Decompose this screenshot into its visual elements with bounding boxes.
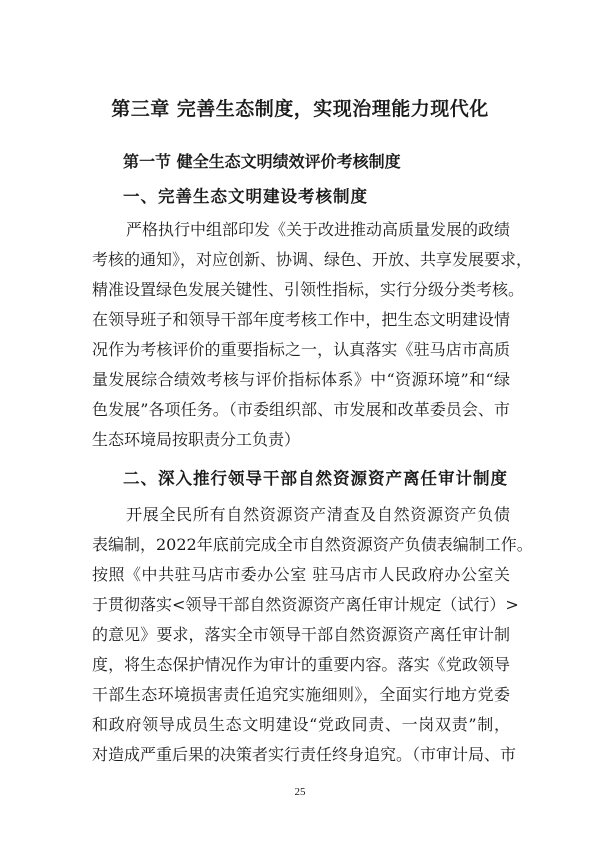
paragraph-line: 于贯彻落实<领导干部自然资源资产离任审计规定（试行）> bbox=[92, 595, 519, 614]
paragraph-1 bbox=[92, 215, 533, 455]
paragraph-line: 度，将生态保护情况作为审计的重要内容。落实《党政领导 bbox=[92, 655, 510, 674]
paragraph-line: 干部生态环境损害责任追究实施细则》，全面实行地方党委 bbox=[92, 685, 510, 704]
paragraph-line: 开展全民所有自然资源资产清查及自然资源资产负债 bbox=[126, 505, 510, 524]
paragraph-line: 按照《中共驻马店市委办公室 驻马店市人民政府办公室关 bbox=[92, 565, 510, 584]
paragraph-line: 表编制，2022年底前完成全市自然资源资产负债表编制工作。 bbox=[92, 535, 533, 554]
paragraph-line: 生态环境局按职责分工负责） bbox=[92, 430, 301, 449]
paragraph-line: 色发展”各项任务。（市委组织部、市发展和改革委员会、市 bbox=[92, 400, 510, 419]
paragraph-line: 严格执行中组部印发《关于改进推动高质量发展的政绩 bbox=[126, 220, 511, 239]
page-number: 25 bbox=[294, 786, 306, 798]
section-title: 第一节 健全生态文明绩效评价考核制度 bbox=[123, 152, 401, 171]
paragraph-line: 量发展综合绩效考核与评价指标体系》中“资源环境”和“绿 bbox=[92, 370, 510, 389]
paragraph-line: 对造成严重后果的决策者实行责任终身追究。（市审计局、市 bbox=[92, 745, 517, 764]
chapter-title: 第三章 完善生态制度，实现治理能力现代化 bbox=[111, 98, 489, 120]
paragraph-line: 的意见》要求，落实全市领导干部自然资源资产离任审计制 bbox=[92, 625, 510, 644]
paragraph-line: 况作为考核评价的重要指标之一，认真落实《驻马店市高质 bbox=[92, 340, 510, 359]
paragraph-line: 在领导班子和领导干部年度考核工作中，把生态文明建设情 bbox=[92, 310, 510, 329]
subsection-heading-2: 二、深入推行领导干部自然资源资产离任审计制度 bbox=[123, 469, 508, 488]
paragraph-2 bbox=[92, 500, 533, 770]
paragraph-line: 和政府领导成员生态文明建设“党政同责、一岗双责”制， bbox=[92, 715, 510, 734]
paragraph-line: 考核的通知》，对应创新、协调、绿色、开放、共享发展要求， bbox=[92, 250, 533, 269]
subsection-heading-1: 一、完善生态文明建设考核制度 bbox=[123, 187, 368, 206]
paragraph-line: 精准设置绿色发展关键性、引领性指标，实行分级分类考核。 bbox=[92, 280, 525, 299]
